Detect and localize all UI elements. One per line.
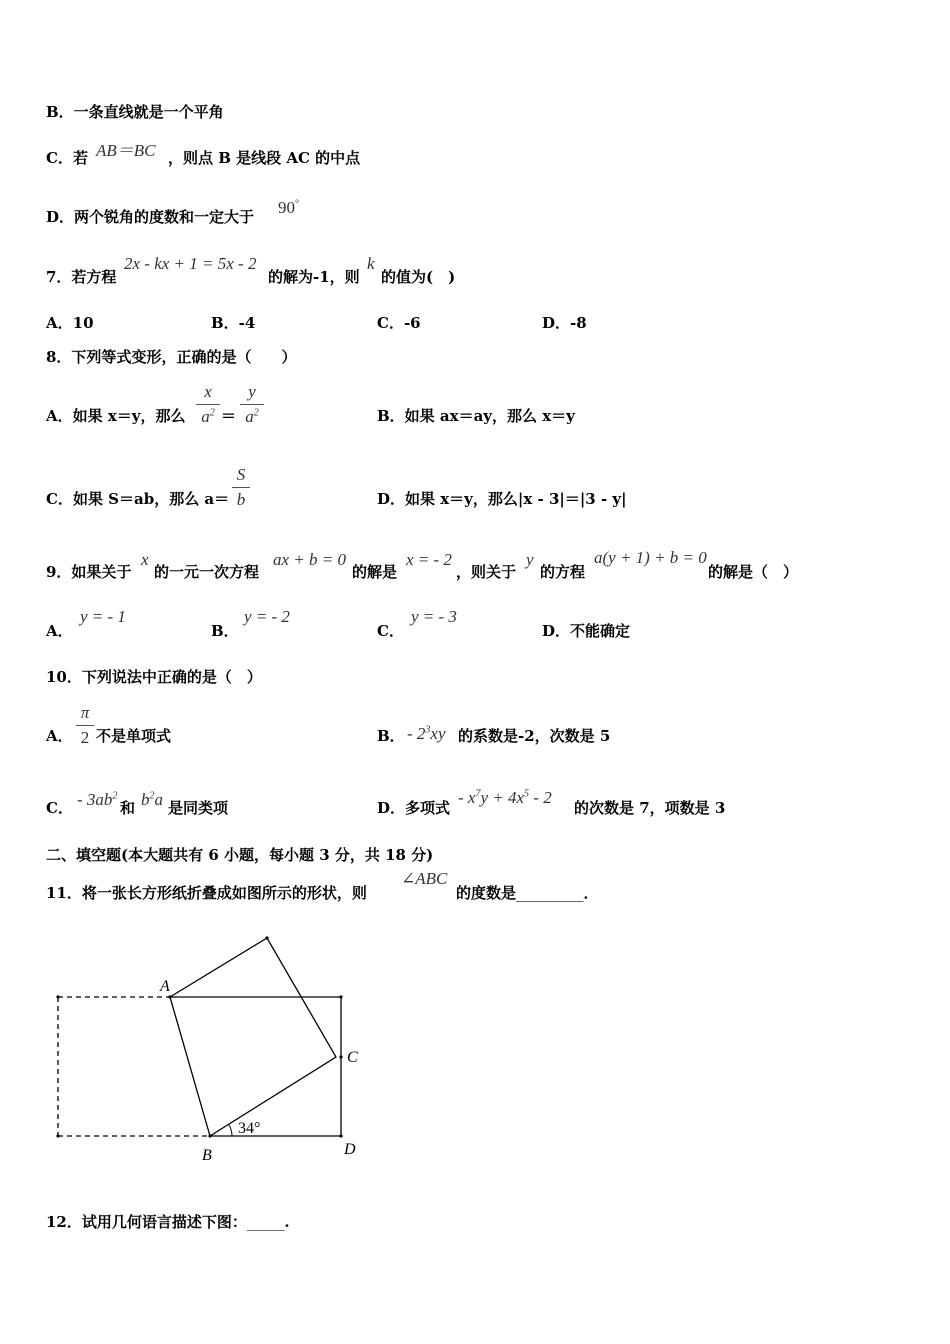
- q9-equation-1: ax + b = 0: [273, 550, 346, 569]
- figure-label-b: B: [202, 1147, 212, 1164]
- q10-option-c-text: 是同类项: [168, 799, 229, 817]
- q10-stem: 10．下列说法中正确的是（ ）: [46, 668, 262, 686]
- q7-option-d: D．-8: [542, 314, 587, 332]
- q9-y: y: [526, 550, 534, 569]
- q7-k: k: [367, 254, 375, 273]
- q6-option-d-math: 90°: [278, 198, 299, 217]
- figure-left-top-corner: [56, 995, 59, 998]
- q9-option-b-label: B．: [211, 622, 239, 640]
- q8-option-a-equals: ＝: [221, 407, 237, 425]
- q9-option-a-math: y = - 1: [80, 607, 126, 626]
- q10-option-a-text: 不是单项式: [96, 727, 172, 745]
- q7-stem-prefix: 7．若方程: [46, 268, 117, 286]
- q11-figure: [40, 930, 380, 1170]
- q8-option-c-prefix: C．如果 S＝ab，那么 a＝: [46, 490, 230, 508]
- q10-option-b-text: 的系数是-2，次数是 5: [458, 727, 611, 745]
- q7-stem-mid: 的解为-1，则: [268, 268, 360, 286]
- q10-option-c-and: 和: [120, 799, 136, 817]
- q9-stem-p5: 的方程: [540, 563, 586, 581]
- q9-x: x: [141, 550, 149, 569]
- q6-option-b: B．一条直线就是一个平角: [46, 103, 224, 121]
- figure-left-bottom-corner: [56, 1134, 59, 1137]
- q9-stem-p2: 的一元一次方程: [154, 563, 260, 581]
- q9-option-b-math: y = - 2: [244, 607, 290, 626]
- q9-stem-p6: 的解是（ ）: [708, 563, 799, 581]
- q9-stem-p4: ，则关于: [456, 563, 517, 581]
- q8-option-a-fraction-2: y $a^2$: [240, 382, 264, 427]
- figure-point-d: [339, 1134, 342, 1137]
- q10-option-d-polynomial: - $x^7y + 4x^5 - 2$: [458, 788, 552, 807]
- q9-option-d: D．不能确定: [542, 622, 631, 640]
- q6-option-c-suffix: ，则点 B 是线段 AC 的中点: [168, 149, 361, 167]
- figure-top-vertex: [265, 936, 268, 939]
- q9-solution-1: x = - 2: [406, 550, 452, 569]
- q6-option-d-prefix: D．两个锐角的度数和一定大于: [46, 208, 255, 226]
- q9-option-c-math: y = - 3: [411, 607, 457, 626]
- q9-option-a-label: A．: [46, 622, 73, 640]
- q10-option-a-label: A．: [46, 727, 73, 745]
- q9-option-c-label: C．: [377, 622, 404, 640]
- q10-option-a-fraction: π 2: [76, 703, 94, 748]
- q8-option-a-fraction-1: x $a^2$: [196, 382, 220, 427]
- q11-stem-prefix: 11．将一张长方形纸折叠成如图所示的形状，则: [46, 884, 367, 902]
- figure-label-a: A: [160, 978, 170, 995]
- figure-point-b: [208, 1134, 211, 1137]
- q7-stem-suffix: 的值为( ): [381, 268, 456, 286]
- q10-option-c-label: C．: [46, 799, 73, 817]
- figure-point-a: [168, 995, 171, 998]
- figure-label-d: D: [344, 1141, 356, 1158]
- q10-option-c-monomial-2: $b^2a$: [141, 790, 163, 809]
- q8-stem: 8．下列等式变形，正确的是（ ）: [46, 348, 297, 366]
- q8-option-b: B．如果 ax＝ay，那么 x＝y: [377, 407, 575, 425]
- q12-stem: 12．试用几何语言描述下图：_____.: [46, 1213, 290, 1231]
- q7-option-a: A．10: [46, 314, 94, 332]
- q11-stem-suffix: 的度数是_________．: [456, 884, 599, 902]
- q8-option-c-fraction: S b: [232, 465, 250, 510]
- q10-option-b-math: - $2^3xy$: [407, 724, 446, 743]
- q10-option-c-monomial-1: - $3ab^2$: [77, 790, 118, 809]
- q6-option-c-math: AB＝BC: [96, 141, 156, 160]
- q10-option-d-text: 的次数是 7，项数是 3: [574, 799, 726, 817]
- q7-option-b: B．-4: [211, 314, 256, 332]
- q9-stem-p1: 9．如果关于: [46, 563, 132, 581]
- figure-top-right-corner: [339, 995, 342, 998]
- q10-option-b-label: B．: [377, 727, 405, 745]
- figure-point-c: [339, 1055, 342, 1058]
- q10-option-d-label: D．多项式: [377, 799, 451, 817]
- figure-folded-part: [170, 938, 336, 1136]
- figure-label-c: C: [347, 1049, 358, 1066]
- q7-equation: 2x - kx + 1 = 5x - 2: [124, 254, 257, 273]
- q8-option-a-prefix: A．如果 x＝y，那么: [46, 407, 186, 425]
- q11-angle: ∠ABC: [401, 869, 448, 888]
- section-2-heading: 二、填空题(本大题共有 6 小题，每小题 3 分，共 18 分): [46, 846, 434, 864]
- q8-option-d: D．如果 x＝y，那么|x - 3|＝|3 - y|: [377, 490, 627, 508]
- q7-option-c: C．-6: [377, 314, 421, 332]
- q9-stem-p3: 的解是: [352, 563, 398, 581]
- q6-option-c-prefix: C．若: [46, 149, 88, 167]
- q9-equation-2: a(y + 1) + b = 0: [594, 548, 707, 567]
- figure-angle-arc: [229, 1125, 232, 1136]
- figure-angle-label: 34°: [238, 1120, 261, 1137]
